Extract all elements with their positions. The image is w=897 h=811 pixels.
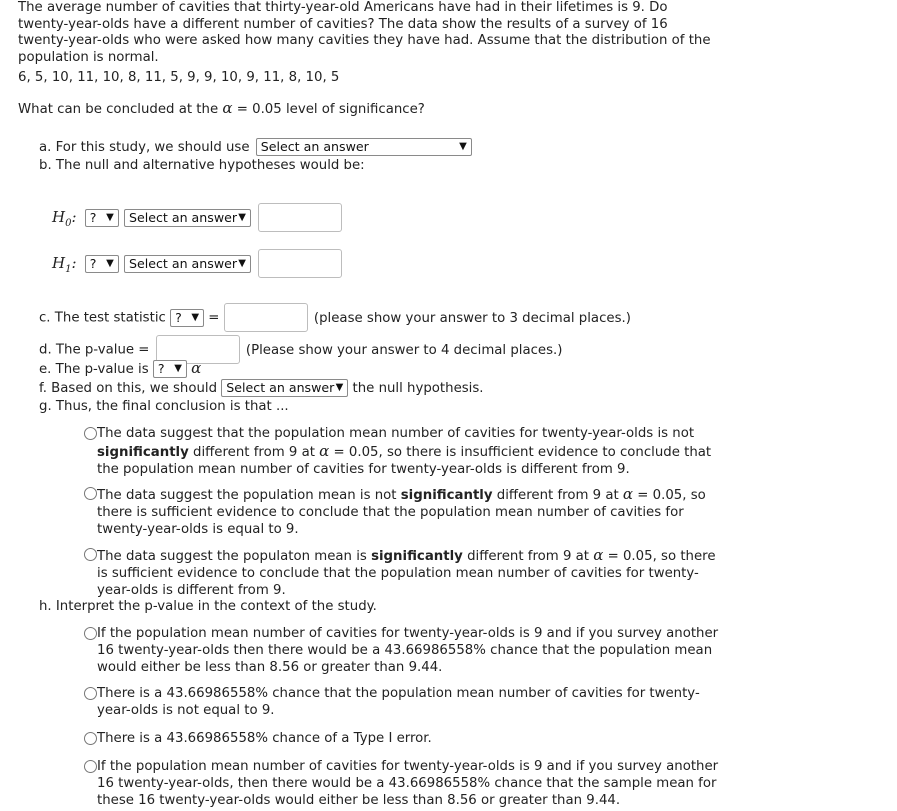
interpretation-option-text: If the population mean number of cavities for twenty-year-olds is 9 and if you survey another 16 twenty-year-olds then there would be a 43.66986558% chance that the population mean would either be less than 8.56 or greater than 9.44. — [97, 626, 719, 675]
test-type-select-value: Select an answer — [260, 139, 369, 154]
radio-icon[interactable] — [84, 548, 97, 561]
chevron-down-icon: ▼ — [335, 382, 344, 393]
interpretation-option-1[interactable] — [84, 626, 724, 676]
chevron-down-icon: ▼ — [174, 363, 182, 374]
h1-symbol-select[interactable] — [85, 255, 119, 273]
radio-icon[interactable] — [84, 760, 97, 773]
decision-select[interactable] — [221, 379, 348, 397]
equals-sign: = — [208, 310, 220, 326]
alpha-symbol: α — [191, 359, 202, 377]
h1-param-select[interactable] — [124, 255, 251, 273]
interpretation-option-text: There is a 43.66986558% chance that the population mean number of cavities for twenty-year-olds is not equal to 9. — [97, 686, 700, 718]
part-f-label: f. Based on this, we should — [39, 381, 218, 396]
h1-row — [52, 249, 342, 278]
p-value-compare-select[interactable] — [153, 360, 187, 378]
radio-icon[interactable] — [84, 427, 97, 440]
part-e-label: e. The p-value is — [39, 362, 149, 377]
radio-icon[interactable] — [84, 487, 97, 500]
radio-icon[interactable] — [84, 732, 97, 745]
h0-symbol-value: ? — [89, 209, 97, 225]
interpretation-option-3[interactable] — [84, 731, 724, 748]
chevron-down-icon: ▼ — [106, 211, 114, 223]
conclusion-option-1[interactable] — [84, 426, 724, 478]
p-value-compare-value: ? — [157, 361, 165, 376]
data-values: 6, 5, 10, 11, 10, 8, 11, 5, 9, 9, 10, 9, 11, 8, 10, 5 — [18, 70, 340, 85]
part-a — [39, 138, 472, 156]
chevron-down-icon: ▼ — [191, 311, 200, 323]
question-pre: What can be concluded at the — [18, 102, 219, 117]
test-statistic-select-value: ? — [175, 309, 182, 325]
h1-label: $H_1$: — [52, 253, 77, 275]
conclusion-option-text: The data suggest the populaton mean is significantly different from 9 at α = 0.05, so there is sufficient evidence to conclude that the population mean number of cavities for twenty-year-olds is different from 9. — [97, 546, 716, 598]
h1-value-input[interactable] — [258, 249, 342, 278]
radio-icon[interactable] — [84, 687, 97, 700]
part-c-note: (please show your answer to 3 decimal places.) — [313, 310, 631, 326]
radio-icon[interactable] — [84, 627, 97, 640]
test-type-select[interactable] — [256, 138, 472, 156]
conclusion-option-text: The data suggest that the population mean number of cavities for twenty-year-olds is not significantly different from 9 at α = 0.05, so there is insufficient evidence to conclude that the population mean number of cavities for twenty-year-olds is different from 9. — [97, 426, 712, 477]
chevron-down-icon: ▼ — [238, 257, 246, 269]
part-d-label: d. The p-value = — [39, 342, 150, 358]
question — [18, 100, 425, 118]
conclusion-option-text: The data suggest the population mean is not significantly different from 9 at α = 0.05, so there is sufficient evidence to conclude that the population mean number of cavities for twenty-year-olds is equal to 9. — [97, 485, 706, 537]
chevron-down-icon: ▼ — [459, 141, 467, 152]
part-f-label-post: the null hypothesis. — [352, 381, 484, 396]
conclusion-option-3[interactable] — [84, 547, 724, 599]
h0-symbol-select[interactable] — [85, 209, 119, 227]
chevron-down-icon: ▼ — [106, 257, 114, 269]
interpretation-option-2[interactable] — [84, 686, 724, 720]
question-post: = 0.05 level of significance? — [236, 102, 425, 117]
interpretation-option-4[interactable] — [84, 759, 724, 809]
part-b-label: b. The null and alternative hypotheses would be: — [39, 158, 365, 173]
part-g-label: g. Thus, the final conclusion is that ... — [39, 399, 289, 414]
part-c-label: c. The test statistic — [39, 310, 166, 326]
interpretation-option-text: If the population mean number of cavities for twenty-year-olds is 9 and if you survey another 16 twenty-year-olds, then there would be a 43.66986558% chance that the sample mean for these 16 twenty-year-olds would either be less than 8.56 or greater than 9.44. — [97, 759, 719, 808]
h0-label: $H_0$: — [52, 207, 77, 229]
alpha-symbol: α — [222, 99, 233, 117]
h0-value-input[interactable] — [258, 203, 342, 232]
h0-row — [52, 203, 342, 232]
part-c — [39, 303, 631, 332]
part-e — [39, 360, 201, 378]
conclusion-option-2[interactable] — [84, 486, 724, 538]
test-statistic-input[interactable] — [224, 303, 308, 332]
h1-param-value: Select an answer — [129, 255, 238, 271]
part-h-label: h. Interpret the p-value in the context of the study. — [39, 599, 377, 614]
part-f — [39, 379, 484, 397]
chevron-down-icon: ▼ — [238, 211, 246, 223]
h0-param-value: Select an answer — [129, 209, 238, 225]
h1-symbol-value: ? — [89, 255, 97, 271]
problem-intro: The average number of cavities that thirty-year-old Americans have had in their lifetimes is 9. Do twenty-year-olds have a different number of cavities? The data show the results of a survey of 16 twenty-year-olds who were asked how many cavities they have had. Assume that the distribution of the population is normal. — [18, 0, 711, 65]
test-statistic-select[interactable] — [170, 309, 204, 327]
interpretation-option-text: There is a 43.66986558% chance of a Type I error. — [97, 731, 432, 746]
part-d-note: (Please show your answer to 4 decimal places.) — [245, 342, 563, 358]
part-a-label: a. For this study, we should use — [39, 140, 250, 155]
h0-param-select[interactable] — [124, 209, 251, 227]
decision-select-value: Select an answer — [226, 380, 335, 395]
